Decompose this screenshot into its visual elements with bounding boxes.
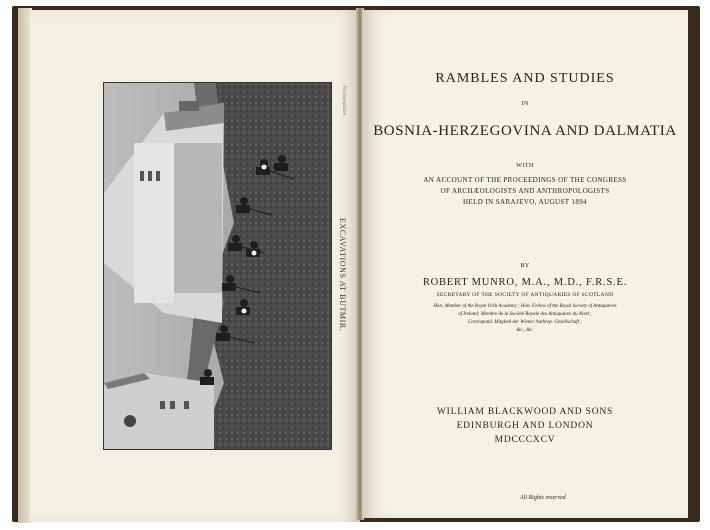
honors-line: of Ireland; Membre de la Société Royale des Antiquaires du Nord ; (458, 312, 592, 317)
subtitle-line: AN ACCOUNT OF THE PROCEEDINGS OF THE CONGRESS (423, 176, 627, 184)
title-line-2: BOSNIA-HERZEGOVINA AND DALMATIA (373, 123, 677, 139)
frontispiece-photo (103, 82, 332, 450)
honors-line: &c., &c. (516, 328, 534, 333)
photo-caption: EXCAVATIONS AT BUTMIR. (338, 218, 347, 332)
subtitle-line: OF ARCHÆOLOGISTS AND ANTHROPOLOGISTS (440, 187, 610, 195)
honors-line: Hon. Member of the Royal Irish Academy ; Hon. Fellow of the Royal Society of Antiquaries (433, 304, 617, 309)
author-honors (380, 303, 670, 335)
title-by: BY (520, 263, 530, 269)
publisher-line: EDINBURGH AND LONDON (456, 421, 594, 431)
author-role: SECRETARY OF THE SOCIETY OF ANTIQUARIES OF SCOTLAND (436, 292, 614, 298)
frontispiece-label: Frontispiece. (341, 86, 346, 118)
title-in: IN (521, 101, 529, 107)
honors-line: Correspond. Mitglied der Wiener Anthrop. Gesellschaft ; (468, 320, 582, 325)
publisher-line: WILLIAM BLACKWOOD AND SONS (436, 407, 614, 417)
rights-notice: All Rights reserved (520, 495, 566, 501)
subtitle (362, 175, 688, 208)
title-with: WITH (516, 163, 534, 169)
subtitle-line: HELD IN SARAJEVO, AUGUST 1894 (462, 198, 588, 206)
author-name: ROBERT MUNRO, M.A., M.D., F.R.S.E. (422, 277, 628, 288)
publisher-line: MDCCCXCV (494, 435, 556, 445)
publisher-block (362, 405, 688, 447)
title-line-1: RAMBLES AND STUDIES (435, 71, 615, 86)
